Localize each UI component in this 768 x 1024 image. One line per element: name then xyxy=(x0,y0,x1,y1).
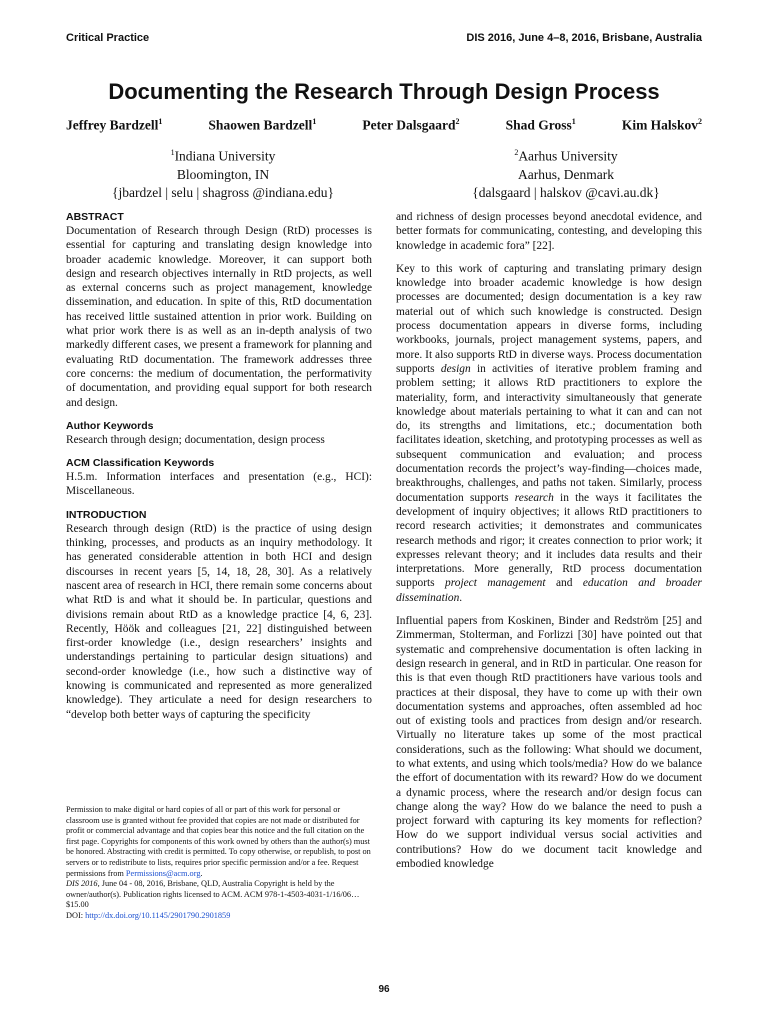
keywords-text: Research through design; documentation, design process xyxy=(66,433,325,446)
left-column xyxy=(66,210,372,731)
author: Kim Halskov$^2$ xyxy=(621,117,702,133)
author-list xyxy=(66,117,702,134)
page-number: 96 xyxy=(378,984,390,995)
abstract-text: Documentation of Research through Design (RtD) processes is essential for capturing and translating design knowledge into broader academic knowledge. Moreover, it can support both design and research objectives internally in RtD projects, as well as external concerns such as project management, knowledge dissemination, and education. In spite of this, RtD documentation has received little sustained attention in prior work. Building on what prior work there is as well as an in-depth analysis of two markedly different cases, we present a framework for planning and evaluating RtD documentation. The framework addresses three core concerns: the medium of documentation, the performativity of documentation, and providing equal support for both research and design. xyxy=(66,225,372,409)
right-column xyxy=(396,210,702,880)
permissions-email-link[interactable]: Permissions@acm.org xyxy=(125,868,201,878)
abstract-heading: ABSTRACT xyxy=(66,211,124,223)
header-conference: DIS 2016, June 4–8, 2016, Brisbane, Australia xyxy=(466,32,702,44)
acm-text: H.5.m. Information interfaces and presentation (e.g., HCI): Miscellaneous. xyxy=(66,471,372,498)
header-section: Critical Practice xyxy=(66,32,150,44)
introduction-text: Research through design (RtD) is the practice of using design thinking, processes, and products as an inquiry methodology. It has generated considerable attention in both HCI and design discourses in recent years [5, 14, 18, 28, 30]. As a relatively nascent area of research in HCI, there remain some concerns about what RtD is and what it should be. In particular, questions and divisions remain about RtD as a knowledge practice [4, 6, 23]. Recently, Höök and colleagues [21, 22] distinguished between first-order knowledge (i.e., design researchers’ insights and understandings pertaining to particular design situations) and second-order knowledge (i.e., how such a distinctive way of knowing is communicated and represented as more generalized knowledge). They articulate a need for design researchers to “develop both better ways of capturing the specificity xyxy=(66,522,372,721)
affiliation-aarhus: $^2$Aarhus University Aarhus, Denmark {dalsgaard | halskov @cavi.au.dk} xyxy=(472,148,660,200)
doi-link[interactable]: http://dx.doi.org/10.1145/2901790.2901859 xyxy=(85,910,231,920)
author: Jeffrey Bardzell$^1$ xyxy=(66,117,163,133)
author: Peter Dalsgaard$^2$ xyxy=(362,117,460,133)
author: Shaowen Bardzell$^1$ xyxy=(208,117,317,133)
author: Shad Gross$^1$ xyxy=(505,117,576,133)
paper-title: Documenting the Research Through Design Process xyxy=(108,79,660,104)
paragraph: Influential papers from Koskinen, Binder and Redström [25] and Zimmerman, Stolterman, and Forlizzi [30] have pointed out that systematic and comprehensive documentation is often lacking in design research in general, and in RtD in particular. One reason for this is that even though RtD practitioners have various tools and practices at their disposal, they have to come up with their own documentation systems and approaches, often assembled ad hoc out of existing tools and practices from design and/or research. Virtually no literature takes up some of the most practical considerations, such as the following: What should we document, to what extents, and using which tools/media? How do we balance the effort of documentation with its reward? How do we document a dynamic process, where the research and/or design focus can change along the way? How do we balance the need to push a project forward with capturing its key moments for reflection? How do we support individual versus social activities and contributions? How do we document tacit knowledge and embodied knowledge xyxy=(396,615,702,871)
affiliation-indiana: $^1$Indiana University Bloomington, IN {jbardzel | selu | shagross @indiana.edu} xyxy=(112,148,334,200)
paragraph: and richness of design processes beyond anecdotal evidence, and better formats for communicating, contesting, and developing this knowledge in academic fora” [22]. xyxy=(396,211,702,252)
introduction-heading: INTRODUCTION xyxy=(66,508,147,521)
permission-block: Permission to make digital or hard copies of all or part of this work for personal or classroom use is granted without fee provided that copies are not made or distributed for profit or commercial advantage and that copies bear this notice and the full citation on the first page. Copyrights for components of this work owned by others than the author(s) must be honored. Abstracting with credit is permitted. To copy otherwise, or republish, to post on servers or to redistribute to lists, requires prior specific permission and/or a fee. Request permissions from Permissions@acm.org. DIS 2016, June 04 - 08, 2016, Brisbane, QLD, Australia Copyright is held by the owner/author(s). Publication rights licensed to ACM. ACM 978-1-4503-4031-1/16/06…$15.00 DOI: http://dx.doi.org/10.1145/2901790.2901859 xyxy=(66,805,371,920)
paragraph: Key to this work of capturing and translating primary design knowledge into broader academic knowledge is how design processes are documented; design documentation is a key raw material out of which such knowledge is constructed. Design process documentation appears in diverse forms, including workbooks, journals, project management systems, papers, and more. It also supports RtD in diverse ways. Process documentation supports design in activities of iterative problem framing and problem setting; it allows RtD practitioners to explore the materiality, form, and interactivity simultaneously that generate knowledge about materials pertaining to what it can and can not do, its strengths and limitations, etc.; documentation both facilitates ideation, sketching, and prototyping processes as well as subsequent communication and evaluation; and process documentation records the project’s way-finding—choices made, breakthroughs, challenges, and paths not taken. Similarly, process documentation supports research in the ways it facilitates the development of inquiry objectives; it allows RtD practitioners to record research activities; it demonstrates and communicates research methods and rigor; it creates connection to prior work; it expresses relevant theory; and it includes data results and their interpretations. More generally, RtD process documentation supports project management and education and broader dissemination. xyxy=(396,262,702,604)
keywords-heading: Author Keywords xyxy=(66,419,154,432)
acm-heading: ACM Classification Keywords xyxy=(66,457,215,470)
running-header xyxy=(66,32,702,44)
